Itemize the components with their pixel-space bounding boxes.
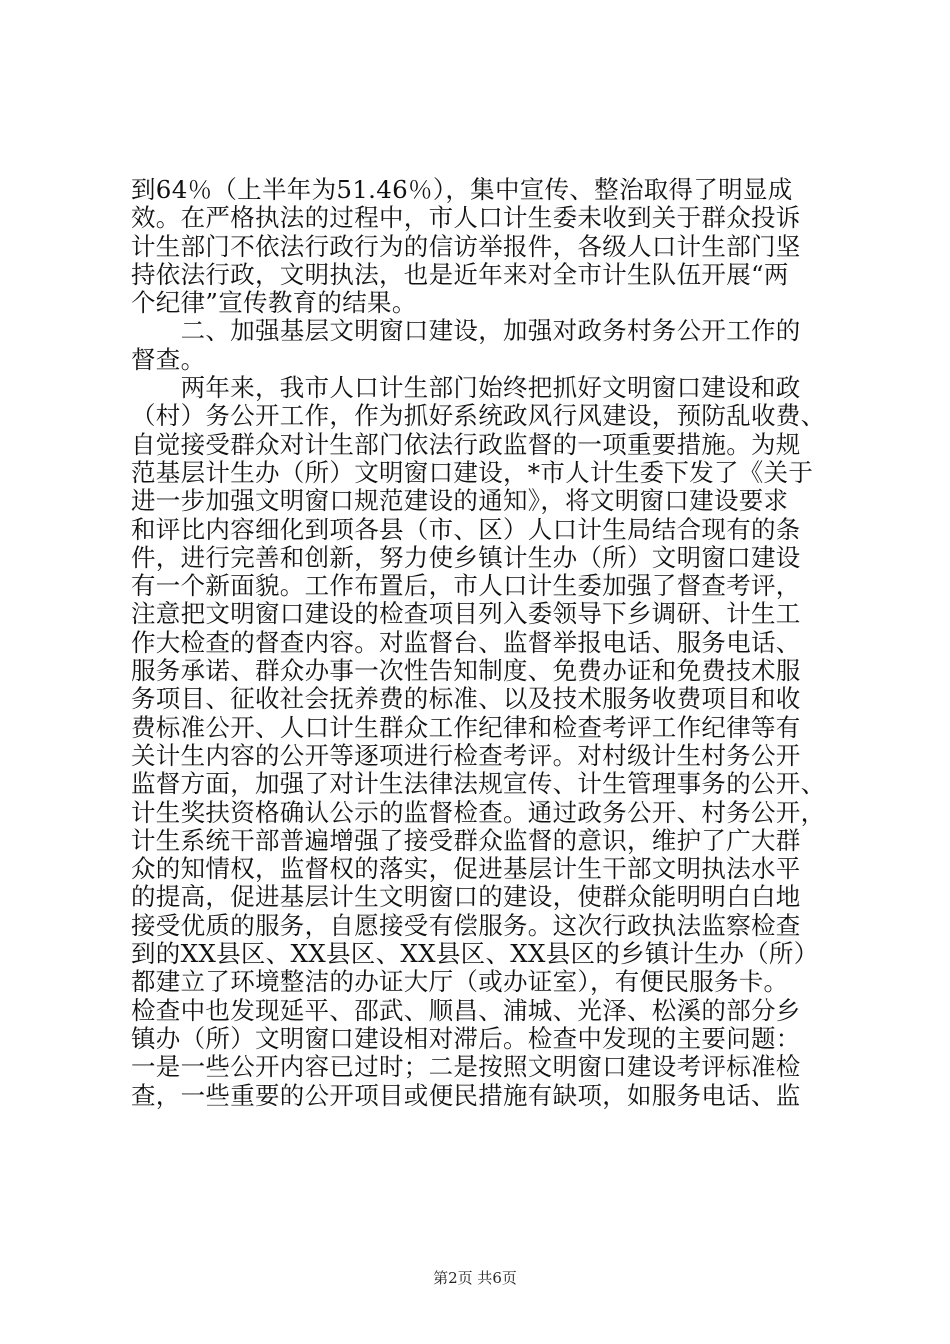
text-line: 个纪律”宣传教育的结果。 — [131, 288, 417, 318]
text-line: 计生部门不依法行政行为的信访举报件，各级人口计生部门坚 — [131, 231, 801, 261]
text-line: （村）务公开工作，作为抓好系统政风行风建设，预防乱收费、 — [131, 401, 826, 431]
text-line: 二、加强基层文明窗口建设，加强对政务村务公开工作的 — [131, 316, 801, 346]
text-line: 检查中也发现延平、邵武、顺昌、浦城、光泽、松溪的部分乡 — [131, 995, 801, 1025]
text-line: 自觉接受群众对计生部门依法行政监督的一项重要措施。为规 — [131, 429, 801, 459]
text-line: 监督方面，加强了对计生法律法规宣传、计生管理事务的公开、 — [131, 769, 826, 799]
text-line: 一是一些公开内容已过时；二是按照文明窗口建设考评标准检 — [131, 1052, 801, 1082]
text-line: 服务承诺、群众办事一次性告知制度、免费办证和免费技术服 — [131, 656, 801, 686]
body-text — [131, 176, 831, 1110]
text-line: 件，进行完善和创新，努力使乡镇计生办（所）文明窗口建设 — [131, 542, 801, 572]
text-line: 两年来，我市人口计生部门始终把抓好文明窗口建设和政 — [131, 373, 801, 403]
text-line: 注意把文明窗口建设的检查项目列入委领导下乡调研、计生工 — [131, 599, 801, 629]
text-line: 计生系统干部普遍增强了接受群众监督的意识，维护了广大群 — [131, 825, 801, 855]
text-line: 众的知情权，监督权的落实，促进基层计生干部文明执法水平 — [131, 854, 801, 884]
text-line: 查，一些重要的公开项目或便民措施有缺项，如服务电话、监 — [131, 1080, 801, 1110]
text-line: 费标准公开、人口计生群众工作纪律和检查考评工作纪律等有 — [131, 712, 801, 742]
text-line: 范基层计生办（所）文明窗口建设，*市人计生委下发了《关于 — [131, 457, 814, 487]
text-line: 到64％（上半年为51.46％），集中宣传、整治取得了明显成 — [131, 175, 793, 204]
text-line: 效。在严格执法的过程中，市人口计生委未收到关于群众投诉 — [131, 203, 801, 233]
text-line: 的提高，促进基层计生文明窗口的建设，使群众能明明白白地 — [131, 882, 801, 912]
text-line: 到的XX县区、XX县区、XX县区、XX县区的乡镇计生办（所） — [131, 939, 819, 969]
text-line: 都建立了环境整洁的办证大厅（或办证室），有便民服务卡。 — [131, 967, 789, 997]
text-line: 持依法行政，文明执法，也是近年来对全市计生队伍开展“两 — [131, 259, 789, 289]
text-line: 作大检查的督查内容。对监督台、监督举报电话、服务电话、 — [131, 627, 801, 657]
text-line: 有一个新面貌。工作布置后，市人口计生委加强了督查考评， — [131, 571, 801, 601]
text-line: 接受优质的服务，自愿接受有偿服务。这次行政执法监察检查 — [131, 910, 801, 940]
text-line: 务项目、征收社会抚养费的标准、以及技术服务收费项目和收 — [131, 684, 801, 714]
text-line: 督查。 — [131, 344, 206, 374]
text-line: 计生奖扶资格确认公示的监督检查。通过政务公开、村务公开， — [131, 797, 826, 827]
text-line: 镇办（所）文明窗口建设相对滞后。检查中发现的主要问题： — [131, 1023, 801, 1053]
text-line: 进一步加强文明窗口规范建设的通知》，将文明窗口建设要求 — [131, 486, 789, 516]
page-footer: 第2页 共6页 — [433, 1269, 517, 1287]
text-line: 和评比内容细化到项各县（市、区）人口计生局结合现有的条 — [131, 514, 801, 544]
text-line: 关计生内容的公开等逐项进行检查考评。对村级计生村务公开 — [131, 740, 801, 770]
